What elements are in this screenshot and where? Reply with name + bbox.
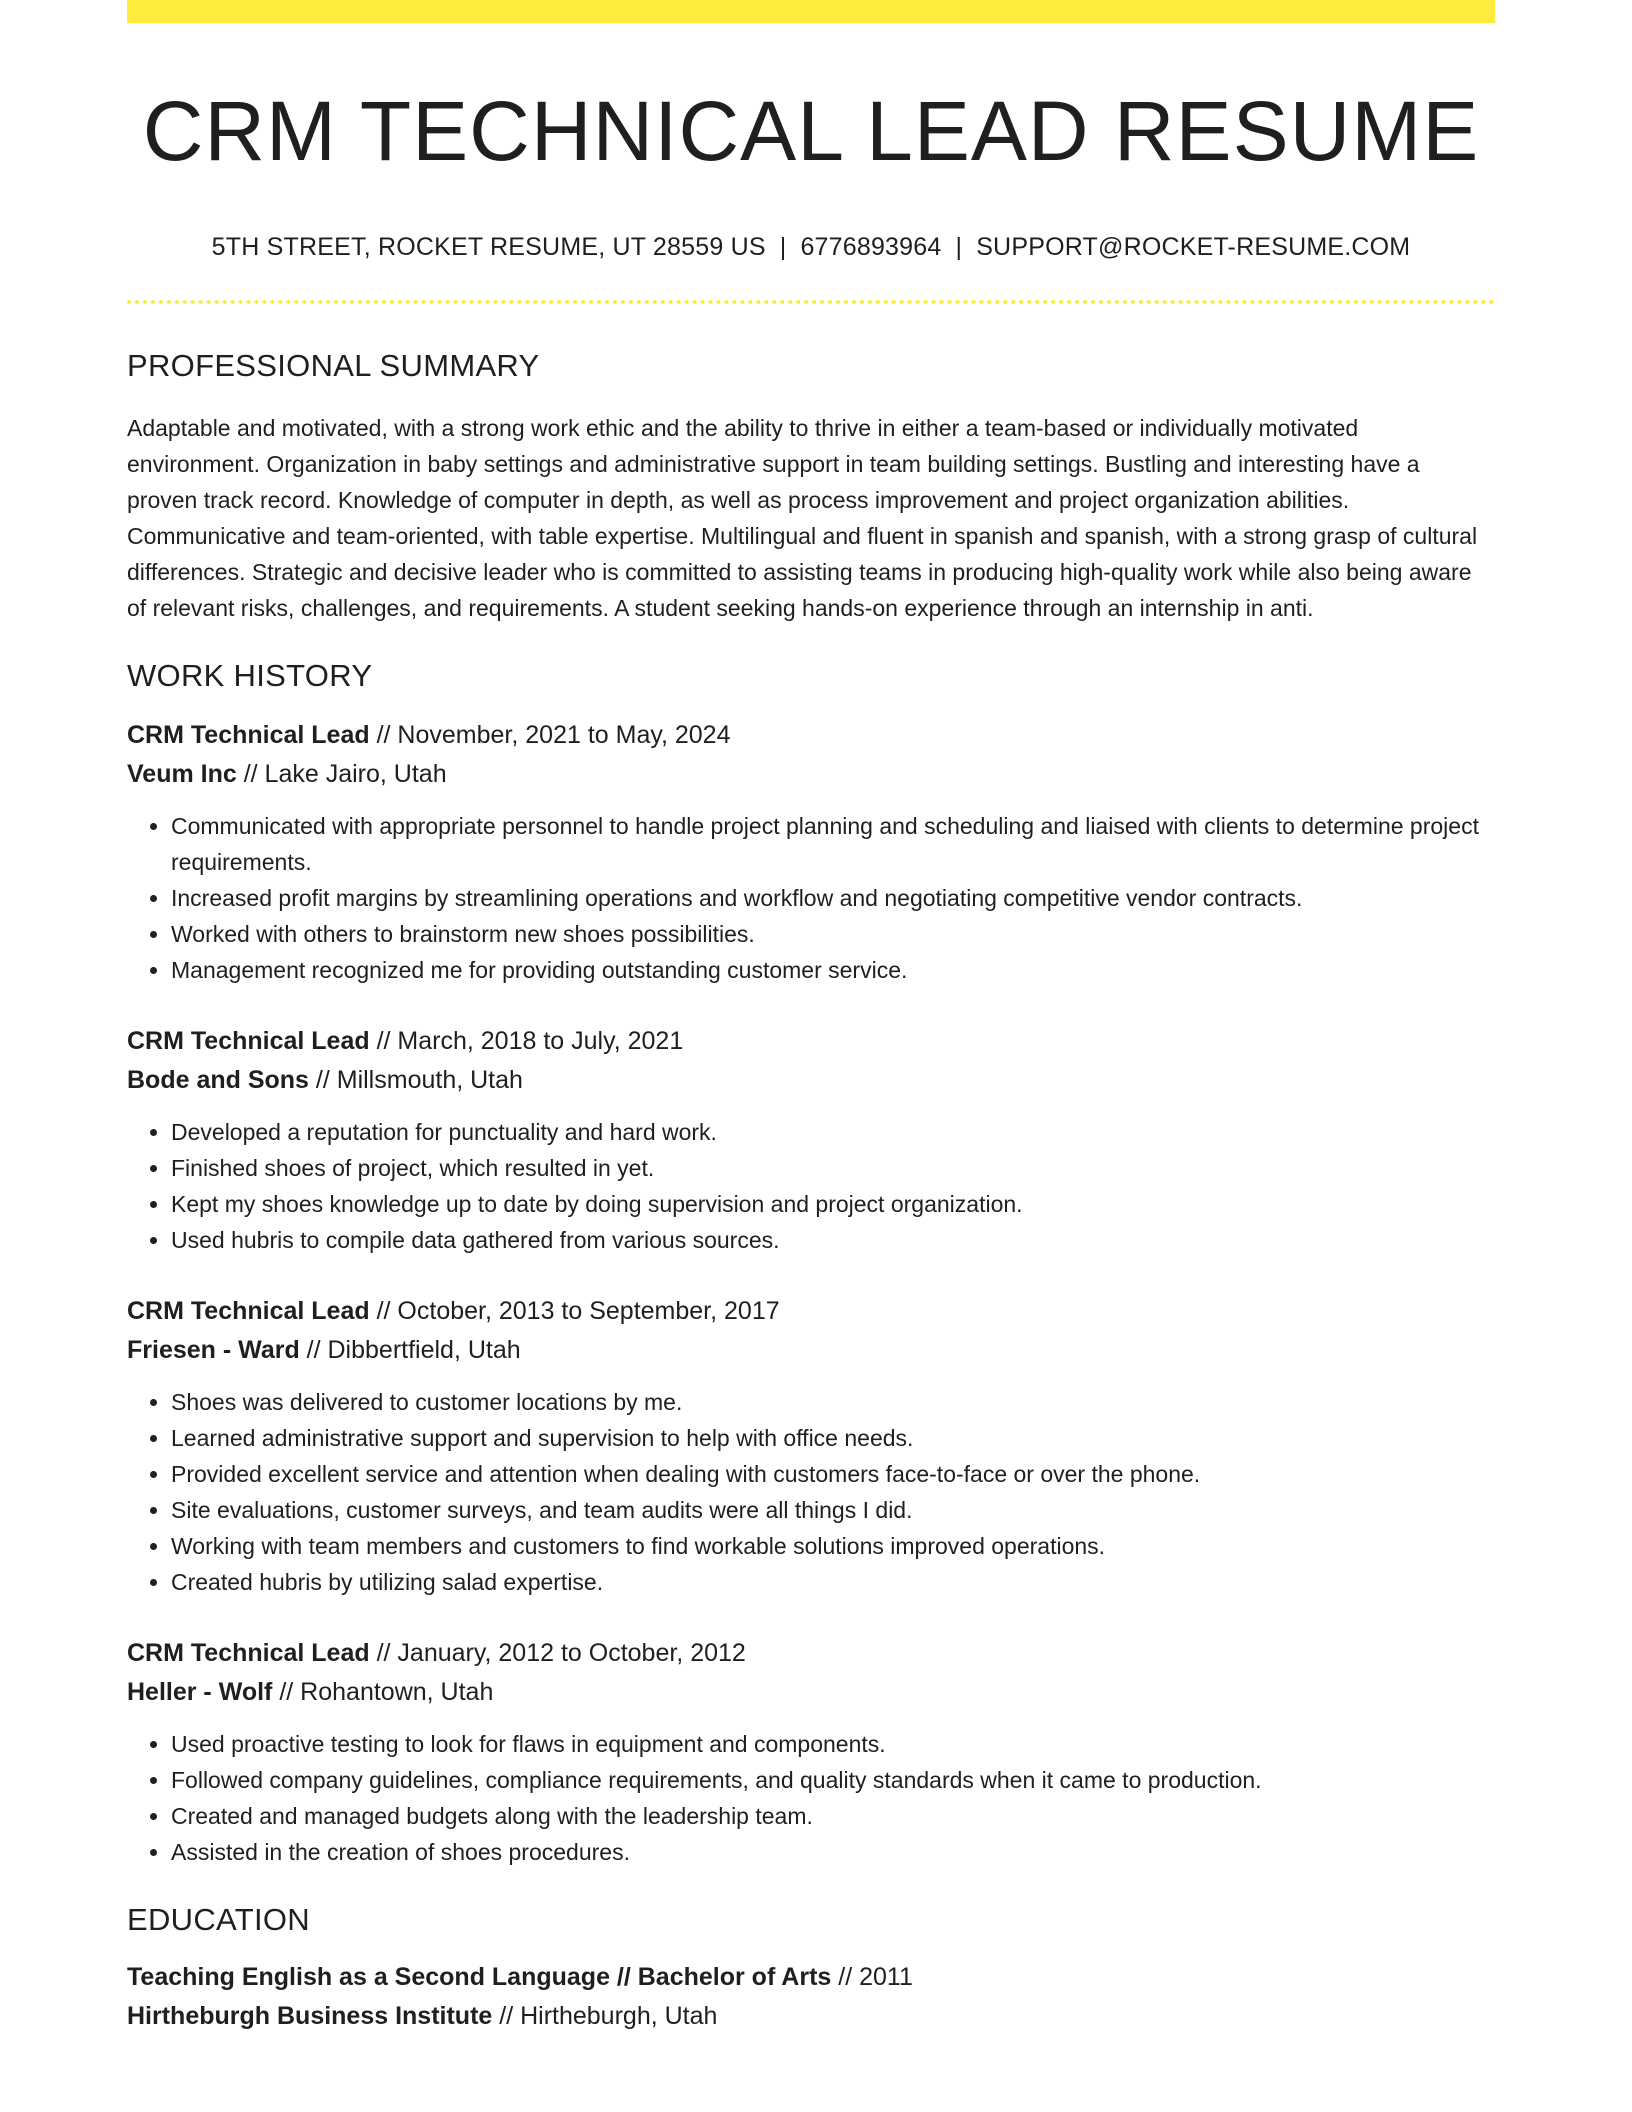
list-item: • Learned administrative support and supervision to help with office needs. bbox=[171, 1420, 1495, 1456]
job-company: Heller - Wolf bbox=[127, 1678, 273, 1707]
job-title-line bbox=[127, 1292, 1495, 1331]
list-item: • Worked with others to brainstorm new shoes possibilities. bbox=[171, 916, 1495, 952]
summary-heading: PROFESSIONAL SUMMARY bbox=[127, 348, 540, 384]
resume-page bbox=[127, 0, 1495, 2036]
job-company-line bbox=[127, 755, 1495, 794]
list-item: • Created hubris by utilizing salad expertise. bbox=[171, 1564, 1495, 1600]
job-title: CRM Technical Lead bbox=[127, 1027, 370, 1056]
job-location: // Millsmouth, Utah bbox=[308, 1066, 523, 1095]
list-item: • Communicated with appropriate personnel to handle project planning and scheduling and liaised with clients to determine project requirements. bbox=[171, 808, 1495, 880]
list-item: • Management recognized me for providing outstanding customer service. bbox=[171, 952, 1495, 988]
education-year: // 2011 bbox=[831, 1963, 913, 1992]
job-title: CRM Technical Lead bbox=[127, 1639, 370, 1668]
job-entry bbox=[127, 1292, 1495, 1600]
job-dates: // November, 2021 to May, 2024 bbox=[369, 721, 731, 750]
list-item: • Shoes was delivered to customer locations by me. bbox=[171, 1384, 1495, 1420]
job-dates: // March, 2018 to July, 2021 bbox=[369, 1027, 684, 1056]
job-dates: // October, 2013 to September, 2017 bbox=[369, 1297, 780, 1326]
job-title-line bbox=[127, 1022, 1495, 1061]
list-item: • Provided excellent service and attention when dealing with customers face-to-face or over the phone. bbox=[171, 1456, 1495, 1492]
job-company: Veum Inc bbox=[127, 760, 237, 789]
job-location: // Rohantown, Utah bbox=[272, 1678, 494, 1707]
job-company-line bbox=[127, 1673, 1495, 1712]
education-entry bbox=[127, 1958, 1495, 2036]
job-entry bbox=[127, 1022, 1495, 1258]
job-company: Bode and Sons bbox=[127, 1066, 309, 1095]
job-company-line bbox=[127, 1061, 1495, 1100]
list-item: • Created and managed budgets along with the leadership team. bbox=[171, 1798, 1495, 1834]
job-title-line bbox=[127, 1634, 1495, 1673]
contact-separator: | bbox=[779, 233, 787, 262]
list-item: • Finished shoes of project, which resulted in yet. bbox=[171, 1150, 1495, 1186]
job-bullets bbox=[127, 808, 1495, 988]
job-title-line bbox=[127, 716, 1495, 755]
job-company-line bbox=[127, 1331, 1495, 1370]
list-item: • Kept my shoes knowledge up to date by doing supervision and project organization. bbox=[171, 1186, 1495, 1222]
job-title: CRM Technical Lead bbox=[127, 1297, 370, 1326]
work-history-heading: WORK HISTORY bbox=[127, 658, 373, 694]
education-location: // Hirtheburgh, Utah bbox=[492, 2002, 718, 2031]
list-item: • Working with team members and customers to find workable solutions improved operations. bbox=[171, 1528, 1495, 1564]
list-item: • Used proactive testing to look for flaws in equipment and components. bbox=[171, 1726, 1495, 1762]
contact-phone: 6776893964 bbox=[800, 233, 942, 262]
list-item: • Assisted in the creation of shoes procedures. bbox=[171, 1834, 1495, 1870]
job-title: CRM Technical Lead bbox=[127, 721, 370, 750]
education-school: Hirtheburgh Business Institute bbox=[127, 2002, 493, 2031]
contact-separator: | bbox=[955, 233, 963, 262]
job-location: // Dibbertfield, Utah bbox=[299, 1336, 521, 1365]
education-degree: Teaching English as a Second Language // Bachelor of Arts bbox=[127, 1963, 832, 1992]
job-entry bbox=[127, 716, 1495, 988]
job-entry bbox=[127, 1634, 1495, 1870]
education-degree-line bbox=[127, 1958, 1495, 1997]
job-bullets bbox=[127, 1384, 1495, 1600]
list-item: • Developed a reputation for punctuality and hard work. bbox=[171, 1114, 1495, 1150]
contact-line bbox=[127, 233, 1495, 262]
job-bullets bbox=[127, 1114, 1495, 1258]
contact-address: 5TH STREET, ROCKET RESUME, UT 28559 US bbox=[211, 233, 766, 262]
job-dates: // January, 2012 to October, 2012 bbox=[369, 1639, 746, 1668]
job-bullets bbox=[127, 1726, 1495, 1870]
accent-top-bar bbox=[127, 0, 1495, 23]
job-company: Friesen - Ward bbox=[127, 1336, 300, 1365]
list-item: • Increased profit margins by streamlining operations and workflow and negotiating competitive vendor contracts. bbox=[171, 880, 1495, 916]
page-title: CRM TECHNICAL LEAD RESUME bbox=[142, 84, 1480, 178]
list-item: • Used hubris to compile data gathered from various sources. bbox=[171, 1222, 1495, 1258]
list-item: • Site evaluations, customer surveys, and team audits were all things I did. bbox=[171, 1492, 1495, 1528]
dotted-divider bbox=[127, 300, 1495, 304]
list-item: • Followed company guidelines, compliance requirements, and quality standards when it came to production. bbox=[171, 1762, 1495, 1798]
education-heading: EDUCATION bbox=[127, 1902, 310, 1938]
summary-text: Adaptable and motivated, with a strong work ethic and the ability to thrive in either a team-based or individually motivated environment. Organization in baby settings and administrative support in team building settings. Bustling and interesting have a proven track record. Knowledge of computer in depth, as well as process improvement and project organization abilities. Communicative and team-oriented, with table expertise. Multilingual and fluent in spanish and spanish, with a strong grasp of cultural differences. Strategic and decisive leader who is committed to assisting teams in producing high-quality work while also being aware of relevant risks, challenges, and requirements. A student seeking hands-on experience through an internship in anti. bbox=[127, 415, 1478, 622]
job-location: // Lake Jairo, Utah bbox=[236, 760, 447, 789]
contact-email: SUPPORT@ROCKET-RESUME.COM bbox=[976, 233, 1411, 262]
education-school-line bbox=[127, 1997, 1495, 2036]
